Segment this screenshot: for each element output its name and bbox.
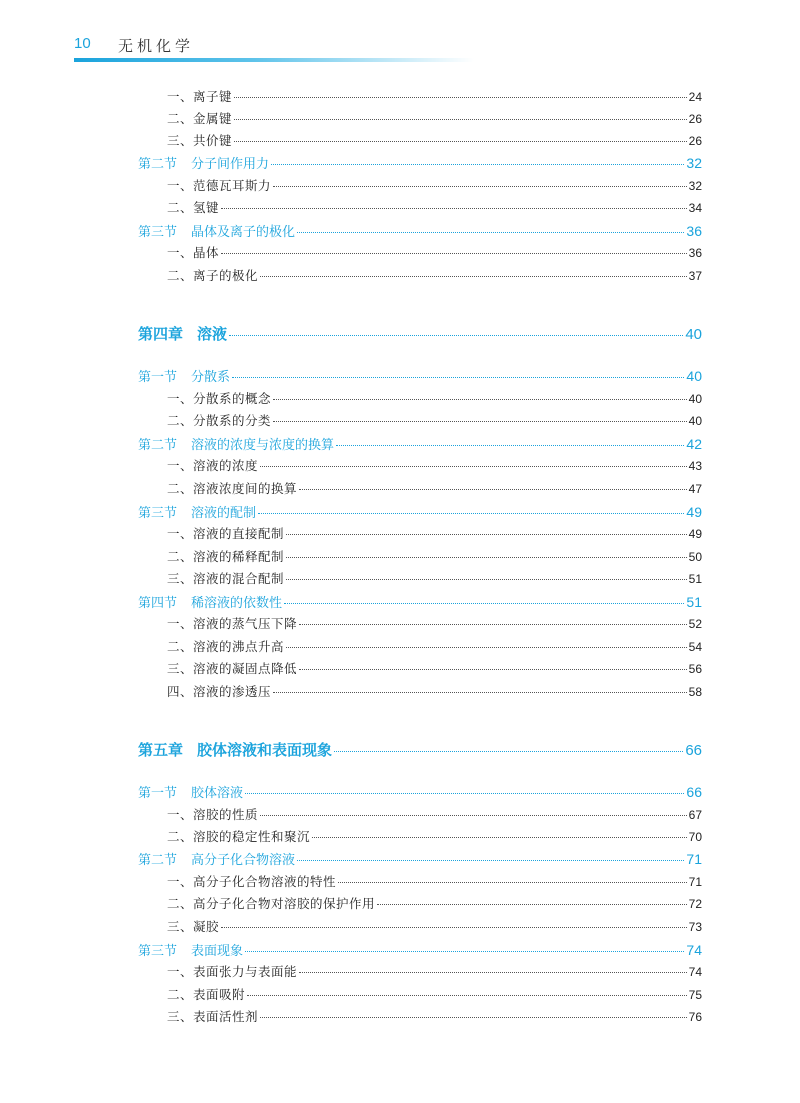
toc-chapter[interactable]	[138, 739, 702, 760]
toc-section[interactable]	[138, 221, 702, 240]
toc-item-title: 二、离子的极化	[167, 268, 259, 283]
page-ref: 67	[688, 808, 702, 822]
toc-item[interactable]	[167, 894, 702, 912]
dot-leader	[273, 399, 687, 400]
toc-item-title: 一、晶体	[167, 245, 220, 260]
toc-item[interactable]	[167, 637, 702, 655]
section-heading	[138, 221, 295, 240]
toc-item-title: 一、高分子化合物溶液的特性	[167, 874, 337, 889]
section-heading	[138, 153, 269, 172]
toc-item[interactable]	[167, 176, 702, 194]
toc-item-title: 一、分散系的概念	[167, 391, 272, 406]
dot-leader	[312, 837, 687, 838]
dot-leader	[286, 647, 687, 648]
toc-item-title: 三、凝胶	[167, 919, 220, 934]
toc-item-title: 三、溶液的凝固点降低	[167, 661, 298, 676]
dot-leader	[297, 860, 684, 861]
toc-item[interactable]	[167, 389, 702, 407]
toc-section[interactable]	[138, 434, 702, 453]
dot-leader	[284, 603, 684, 604]
page-ref: 49	[688, 527, 702, 541]
chapter-label: 第五章	[138, 741, 184, 759]
toc-section[interactable]	[138, 849, 702, 868]
dot-leader	[260, 815, 687, 816]
toc-item-title: 三、表面活性剂	[167, 1009, 259, 1024]
dot-leader	[286, 534, 687, 535]
dot-leader	[229, 335, 683, 336]
section-title: 表面现象	[191, 944, 244, 959]
page-ref: 66	[686, 784, 702, 800]
page-ref: 51	[686, 594, 702, 610]
page-ref: 72	[688, 897, 702, 911]
page-ref: 74	[688, 965, 702, 979]
toc-item-title: 二、分散系的分类	[167, 413, 272, 428]
toc-section[interactable]	[138, 366, 702, 385]
section-label: 第四节	[138, 596, 178, 611]
toc-item-title: 一、溶液的直接配制	[167, 526, 285, 541]
toc-item-title: 三、共价键	[167, 133, 233, 148]
page-ref: 36	[688, 246, 702, 260]
toc-section[interactable]	[138, 782, 702, 801]
page-ref: 40	[685, 326, 702, 343]
dot-leader	[286, 579, 687, 580]
page-ref: 74	[686, 942, 702, 958]
section-label: 第二节	[138, 853, 178, 868]
toc-item[interactable]	[167, 805, 702, 823]
page-ref: 37	[688, 269, 702, 283]
toc-item-title: 一、溶胶的性质	[167, 807, 259, 822]
dot-leader	[299, 489, 687, 490]
page-ref: 26	[688, 134, 702, 148]
page-ref: 58	[688, 685, 702, 699]
toc-item-title: 三、溶液的混合配制	[167, 571, 285, 586]
section-heading	[138, 434, 334, 453]
dot-leader	[232, 377, 684, 378]
section-label: 第三节	[138, 506, 178, 521]
dot-leader	[260, 1017, 687, 1018]
toc-item-title: 四、溶液的渗透压	[167, 684, 272, 699]
toc-item[interactable]	[167, 659, 702, 677]
section-heading	[138, 592, 282, 611]
toc-section[interactable]	[138, 940, 702, 959]
section-label: 第二节	[138, 157, 178, 172]
dot-leader	[260, 276, 687, 277]
dot-leader	[297, 232, 684, 233]
dot-leader	[273, 421, 687, 422]
dot-leader	[299, 972, 687, 973]
dot-leader	[221, 927, 687, 928]
toc-item-title: 二、金属键	[167, 111, 233, 126]
toc-item[interactable]	[167, 479, 702, 497]
page-ref: 52	[688, 617, 702, 631]
dot-leader	[245, 793, 684, 794]
toc-item-title: 二、表面吸附	[167, 987, 246, 1002]
dot-leader	[234, 119, 687, 120]
page-ref: 36	[686, 223, 702, 239]
toc-item-title: 一、溶液的浓度	[167, 458, 259, 473]
page-ref: 51	[688, 572, 702, 586]
toc-section[interactable]	[138, 153, 702, 172]
dot-leader	[273, 186, 687, 187]
dot-leader	[334, 751, 683, 752]
toc-item-title: 一、离子键	[167, 89, 233, 104]
toc-item[interactable]	[167, 569, 702, 587]
dot-leader	[234, 97, 687, 98]
chapter-label: 第四章	[138, 325, 184, 343]
toc-item-title: 二、高分子化合物对溶胶的保护作用	[167, 896, 376, 911]
section-title: 高分子化合物溶液	[191, 853, 296, 868]
section-label: 第二节	[138, 438, 178, 453]
page-ref: 56	[688, 662, 702, 676]
page-ref: 43	[688, 459, 702, 473]
section-title: 分散系	[191, 370, 231, 385]
section-label: 第一节	[138, 370, 178, 385]
toc-chapter[interactable]	[138, 323, 702, 344]
page-ref: 50	[688, 550, 702, 564]
page-ref: 47	[688, 482, 702, 496]
section-label: 第三节	[138, 944, 178, 959]
toc-item[interactable]	[167, 827, 702, 845]
section-label: 第一节	[138, 786, 178, 801]
page-ref: 75	[688, 988, 702, 1002]
page-ref: 73	[688, 920, 702, 934]
toc-item[interactable]	[167, 547, 702, 565]
chapter-title: 溶液	[197, 325, 228, 343]
toc-item-title: 二、溶胶的稳定性和聚沉	[167, 829, 311, 844]
dot-leader	[258, 513, 684, 514]
section-heading	[138, 502, 256, 521]
dot-leader	[273, 692, 687, 693]
toc-item[interactable]	[167, 109, 702, 127]
toc-item[interactable]	[167, 456, 702, 474]
page-ref: 40	[688, 392, 702, 406]
page-ref: 76	[688, 1010, 702, 1024]
chapter-title: 胶体溶液和表面现象	[197, 741, 333, 759]
page-ref: 40	[686, 368, 702, 384]
page-ref: 70	[688, 830, 702, 844]
toc-item[interactable]	[167, 411, 702, 429]
book-title: 无机化学	[118, 37, 195, 55]
toc-item[interactable]	[167, 198, 702, 216]
page-number: 10	[74, 35, 91, 52]
section-title: 胶体溶液	[191, 786, 244, 801]
section-heading	[138, 849, 295, 868]
dot-leader	[260, 466, 687, 467]
page-ref: 71	[686, 851, 702, 867]
page-ref: 71	[688, 875, 702, 889]
toc-item[interactable]	[167, 872, 702, 890]
dot-leader	[245, 951, 684, 952]
page-ref: 26	[688, 112, 702, 126]
section-title: 分子间作用力	[191, 157, 270, 172]
toc-item-title: 二、氢键	[167, 200, 220, 215]
page-ref: 42	[686, 436, 702, 452]
toc-item-title: 一、表面张力与表面能	[167, 964, 298, 979]
page-ref: 49	[686, 504, 702, 520]
dot-leader	[377, 904, 687, 905]
section-title: 溶液的配制	[191, 506, 257, 521]
toc-item-title: 一、溶液的蒸气压下降	[167, 616, 298, 631]
toc-item[interactable]	[167, 985, 702, 1003]
toc-item-title: 二、溶液的稀释配制	[167, 549, 285, 564]
page-ref: 34	[688, 201, 702, 215]
toc-item-title: 一、范德瓦耳斯力	[167, 178, 272, 193]
page-ref: 32	[688, 179, 702, 193]
toc-item[interactable]	[167, 1007, 702, 1025]
dot-leader	[299, 624, 687, 625]
dot-leader	[221, 253, 687, 254]
page-ref: 40	[688, 414, 702, 428]
section-title: 晶体及离子的极化	[191, 225, 296, 240]
toc-item[interactable]	[167, 87, 702, 105]
toc-item[interactable]	[167, 524, 702, 542]
toc-item[interactable]	[167, 962, 702, 980]
dot-leader	[221, 208, 687, 209]
section-title: 溶液的浓度与浓度的换算	[191, 438, 335, 453]
dot-leader	[247, 995, 687, 996]
toc-item[interactable]	[167, 682, 702, 700]
dot-leader	[336, 445, 684, 446]
dot-leader	[271, 164, 684, 165]
page-ref: 54	[688, 640, 702, 654]
dot-leader	[286, 557, 687, 558]
toc-item-title: 二、溶液的沸点升高	[167, 639, 285, 654]
dot-leader	[338, 882, 687, 883]
toc-item[interactable]	[167, 614, 702, 632]
toc-section[interactable]	[138, 502, 702, 521]
toc-item[interactable]	[167, 917, 702, 935]
section-heading	[138, 940, 243, 959]
toc-section[interactable]	[138, 592, 702, 611]
chapter-heading	[138, 739, 332, 760]
dot-leader	[234, 141, 687, 142]
chapter-heading	[138, 323, 227, 344]
section-heading	[138, 366, 230, 385]
dot-leader	[299, 669, 687, 670]
toc-item[interactable]	[167, 266, 702, 284]
page-ref: 66	[685, 742, 702, 759]
section-title: 稀溶液的依数性	[191, 596, 283, 611]
section-heading	[138, 782, 243, 801]
page-ref: 24	[688, 90, 702, 104]
toc-item[interactable]	[167, 243, 702, 261]
section-label: 第三节	[138, 225, 178, 240]
toc-item-title: 二、溶液浓度间的换算	[167, 481, 298, 496]
toc-item[interactable]	[167, 131, 702, 149]
page-ref: 32	[686, 155, 702, 171]
